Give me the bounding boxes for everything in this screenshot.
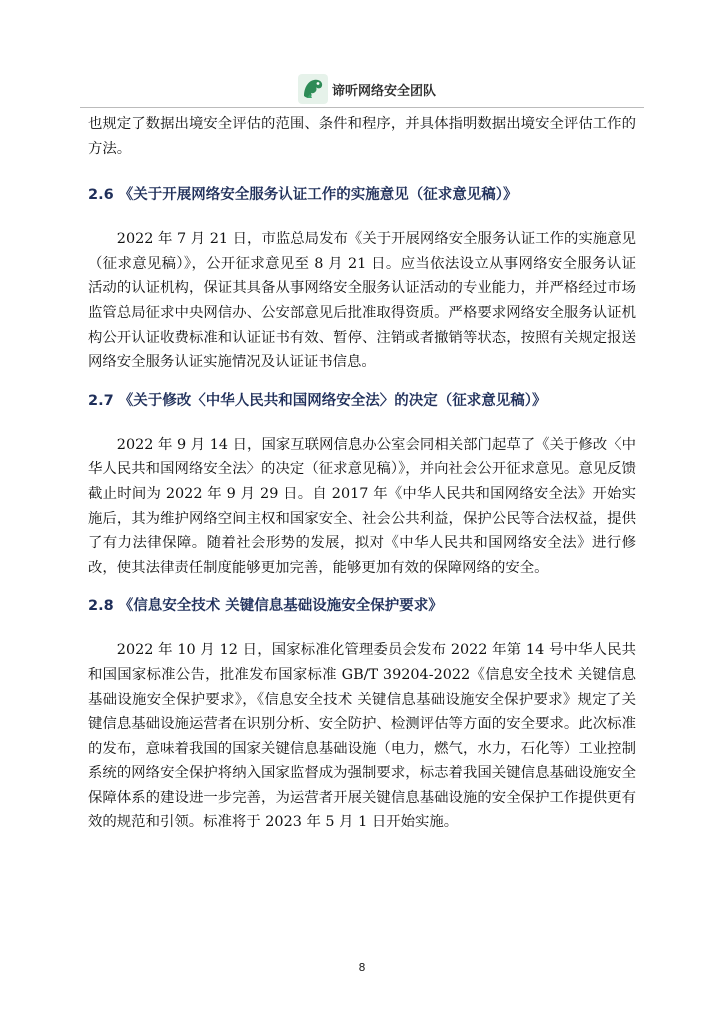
page-number: 8 — [358, 961, 366, 974]
intro-paragraph: 也规定了数据出境安全评估的范围、条件和程序，并具体指明数据出境安全评估工作的方法。 — [88, 116, 636, 157]
header-team-name: 谛听网络安全团队 — [332, 84, 437, 99]
document-body — [88, 112, 636, 835]
section-heading-2-6: 2.6 《关于开展网络安全服务认证工作的实施意见（征求意见稿）》 — [88, 187, 518, 204]
section-heading-2-7: 2.7 《关于修改〈中华人民共和国网络安全法〉的决定（征求意见稿）》 — [88, 392, 547, 409]
section-paragraph-2-6: 2022 年 7 月 21 日，市监总局发布《关于开展网络安全服务认证工作的实施意见（征求意见稿）》，公开征求意见至 8 月 21 日。应当依法设立从事网络安全服务认证活动的认证机构，保证其具备从事网络安全服务认证活动的专业能力，并严格经过市场监管总局征求中央网信办、公安部意见后批准取得资质。严格要求网络安全服务认证机构公开认证收费标准和认证证书有效、暂停、注销或者撤销等状态，按照有关规定报送网络安全服务认证实施情况及认证证书信息。 — [88, 231, 636, 371]
section-paragraph-2-7: 2022 年 9 月 14 日，国家互联网信息办公室会同相关部门起草了《关于修改〈中华人民共和国网络安全法〉的决定（征求意见稿）》，并向社会公开征求意见。意见反馈截止时间为 2022 年 9 月 29 日。自 2017 年《中华人民共和国网络安全法》开始实施后，其为维护网络空间主权和国家安全、社会公共利益，保护公民等合法权益，提供了有力法律保障。随着社会形势的发展，拟对《中华人民共和国网络安全法》进行修改，使其法律责任制度能够更加完善，能够更加有效的保障网络的安全。 — [88, 436, 636, 576]
header-divider — [80, 107, 644, 108]
section-heading-2-8: 2.8 《信息安全技术 关键信息基础设施安全保护要求》 — [88, 598, 443, 615]
diting-beast-logo-icon — [298, 74, 328, 104]
page-header — [0, 72, 724, 108]
section-paragraph-2-8: 2022 年 10 月 12 日，国家标准化管理委员会发布 2022 年第 14 号中华人民共和国国家标准公告，批准发布国家标准 GB/T 39204-2022《信息安全技术 关键信息基础设施安全保护要求》，《信息安全技术 关键信息基础设施安全保护要求》规定了关键信息基础设施运营者在识别分析、安全防护、检测评估等方面的安全要求。此次标准的发布，意味着我国的国家关键信息基础设施（电力，燃气，水力，石化等）工业控制系统的网络安全保护将纳入国家监督成为强制要求，标志着我国关键信息基础设施安全保障体系的建设进一步完善，为运营者开展关键信息基础设施的安全保护工作提供更有效的规范和引领。标准将于 2023 年 5 月 1 日开始实施。 — [88, 642, 636, 831]
